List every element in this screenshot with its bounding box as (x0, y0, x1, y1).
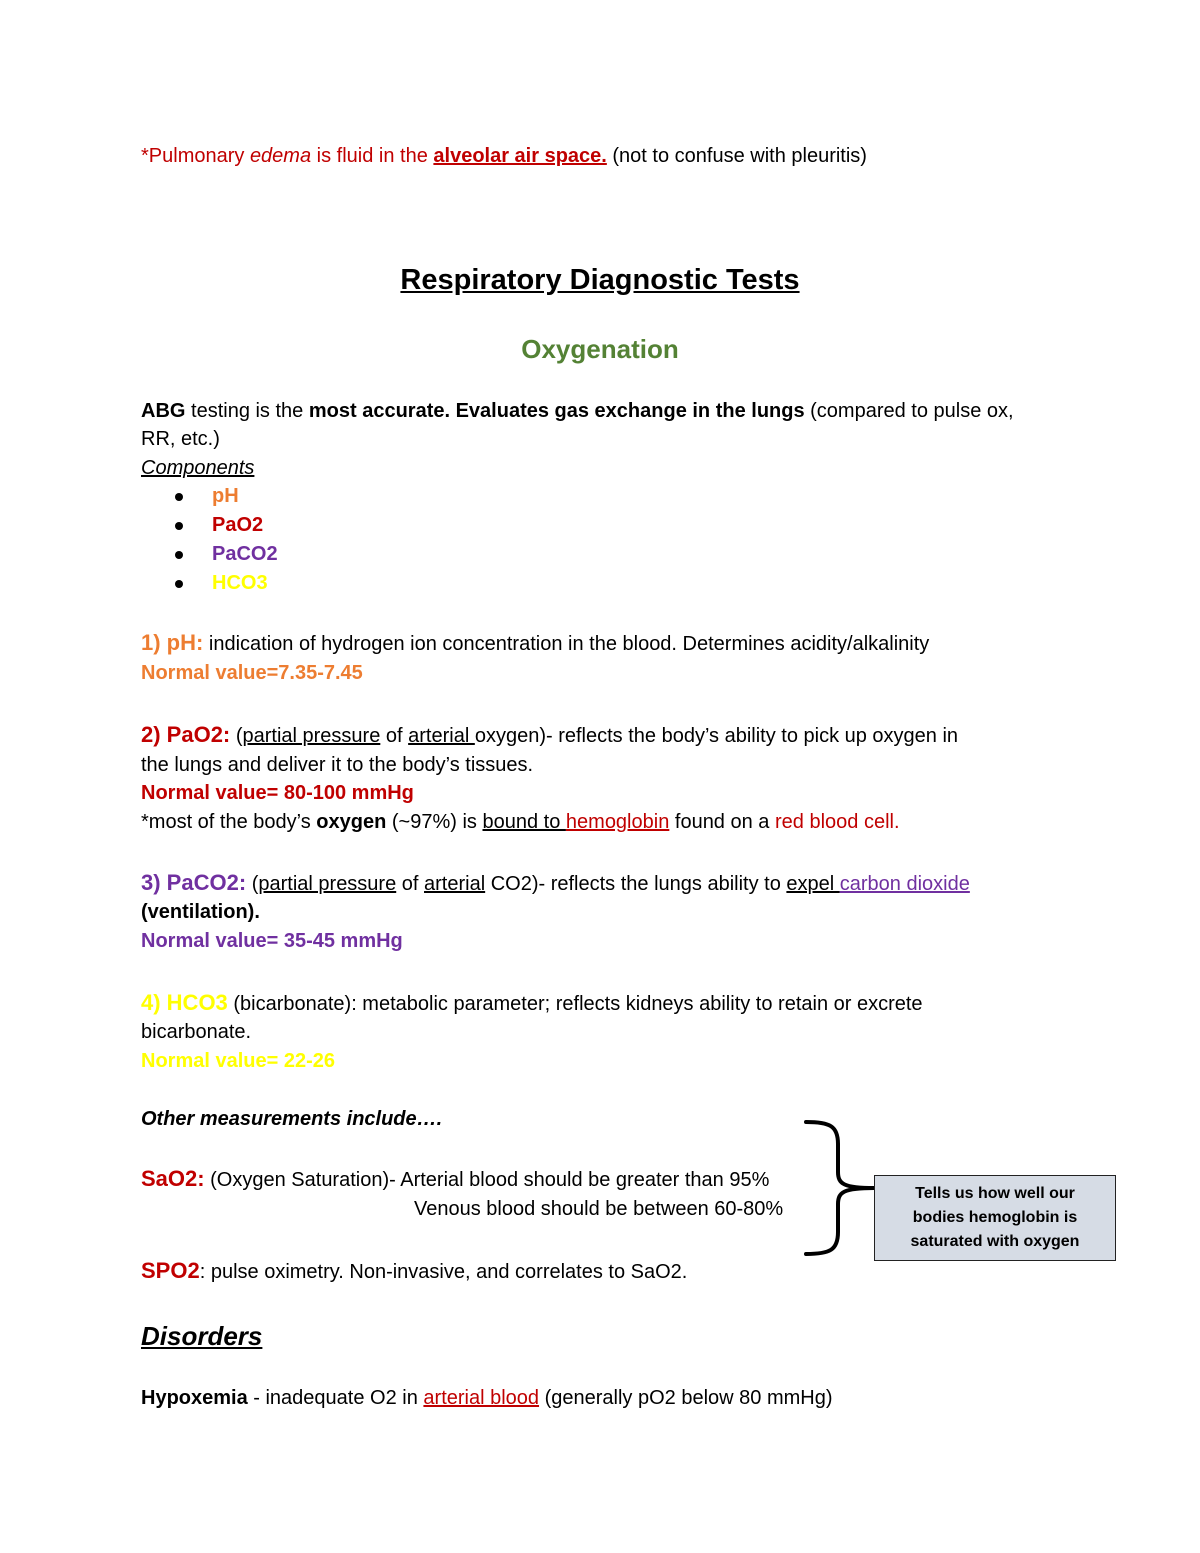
hco3-desc: (bicarbonate): metabolic parameter; reflects kidneys ability to retain or excrete (227, 993, 923, 1015)
abg-text: testing is the (185, 400, 309, 422)
pao2-line-2: the lungs and deliver it to the body’s tissues. (141, 754, 534, 776)
hypoxemia-text: (generally pO2 below 80 mmHg) (539, 1387, 833, 1409)
pao2-text: ( (230, 725, 243, 747)
pao2-note (141, 808, 900, 836)
pao2-label: 2) PaO2: (141, 722, 231, 747)
note-text: *most of the body’s (141, 811, 317, 833)
note-hemoglobin: hemoglobin (565, 811, 670, 833)
spo2-label: SPO2 (141, 1258, 200, 1283)
pao2-text: oxygen)- reflects the body’s ability to pick up oxygen in (474, 725, 959, 747)
pao2-text: of (380, 725, 409, 747)
paco2-text: CO2)- reflects the lungs ability to (485, 873, 787, 895)
sao2-desc: (Oxygen Saturation)- Arterial blood should be greater than 95% (204, 1169, 770, 1191)
pao2-line (141, 721, 958, 750)
paco2-carbon-dioxide: carbon dioxide (839, 873, 970, 895)
components-list (170, 482, 278, 598)
paco2-line (141, 869, 970, 898)
list-item (170, 569, 278, 598)
paco2-text: ( (246, 873, 259, 895)
abg-text: (compared to pulse ox, (804, 400, 1014, 422)
spo2-desc: pulse oximetry. Non-invasive, and correlates to SaO2. (205, 1261, 688, 1283)
components-label: Components (141, 457, 255, 479)
note-text: (~97%) is (386, 811, 483, 833)
ph-label: 1) pH: (141, 630, 204, 655)
intro-edema: edema (249, 145, 312, 167)
list-item-text: PaO2 (212, 514, 264, 536)
paco2-partial-pressure: partial pressure (258, 873, 397, 895)
list-item-text: HCO3 (212, 572, 268, 594)
paco2-line-2: (ventilation). (141, 901, 260, 923)
section-title-oxygenation: Oxygenation (521, 334, 679, 364)
curly-brace-icon (800, 1118, 880, 1258)
hco3-line-2: bicarbonate. (141, 1021, 252, 1043)
page-title: Respiratory Diagnostic Tests (400, 264, 800, 296)
abg-line (141, 397, 1014, 425)
intro-note: (not to confuse with pleuritis) (606, 145, 867, 167)
bullet-icon (175, 493, 183, 501)
hypoxemia-label: Hypoxemia (141, 1387, 248, 1409)
bullet-icon (175, 522, 183, 530)
intro-text: is fluid in the (311, 145, 434, 167)
bullet-icon (175, 580, 183, 588)
abg-label: ABG (141, 400, 186, 422)
paco2-text: of (396, 873, 425, 895)
ph-normal: Normal value=7.35-7.45 (141, 662, 363, 684)
pao2-partial-pressure: partial pressure (242, 725, 381, 747)
sao2-label: SaO2: (141, 1166, 205, 1191)
note-text: found on a (669, 811, 775, 833)
list-item-text: pH (212, 485, 239, 507)
intro-text: *Pulmonary (141, 145, 250, 167)
list-item (170, 540, 278, 569)
callout-box: Tells us how well our bodies hemoglobin is saturated with oxygen (874, 1175, 1116, 1261)
sao2-line (141, 1165, 769, 1194)
note-red-blood-cell: red blood cell. (774, 811, 900, 833)
paco2-expel: expel (786, 873, 840, 895)
list-item (170, 482, 278, 511)
paco2-normal: Normal value= 35-45 mmHg (141, 930, 403, 952)
hypoxemia-line (141, 1384, 833, 1412)
note-bound-to: bound to (482, 811, 566, 833)
spo2-line (141, 1257, 687, 1286)
abg-emphasis: most accurate. Evaluates gas exchange in the lungs (308, 400, 805, 422)
paco2-arterial: arterial (424, 873, 486, 895)
ph-line (141, 629, 929, 658)
pao2-normal: Normal value= 80-100 mmHg (141, 782, 414, 804)
hypoxemia-text: - inadequate O2 in (247, 1387, 424, 1409)
hco3-normal: Normal value= 22-26 (141, 1050, 335, 1072)
pao2-arterial: arterial (408, 725, 475, 747)
ph-desc: indication of hydrogen ion concentration in the blood. Determines acidity/alkalinity (203, 633, 930, 655)
list-item (170, 511, 278, 540)
other-measurements: Other measurements include…. (141, 1108, 443, 1130)
hco3-label: 4) HCO3 (141, 990, 228, 1015)
bullet-icon (175, 551, 183, 559)
sao2-line-2: Venous blood should be between 60-80% (414, 1198, 784, 1220)
intro-alveolar: alveolar air space. (433, 145, 607, 167)
note-oxygen: oxygen (316, 811, 387, 833)
spo2-colon: : (199, 1261, 206, 1283)
intro-line (141, 142, 867, 170)
hco3-line (141, 989, 923, 1018)
abg-line-2: RR, etc.) (141, 428, 220, 450)
hypoxemia-arterial-blood: arterial blood (423, 1387, 540, 1409)
section-title-disorders: Disorders (141, 1321, 263, 1351)
paco2-label: 3) PaCO2: (141, 870, 247, 895)
list-item-text: PaCO2 (212, 543, 278, 565)
